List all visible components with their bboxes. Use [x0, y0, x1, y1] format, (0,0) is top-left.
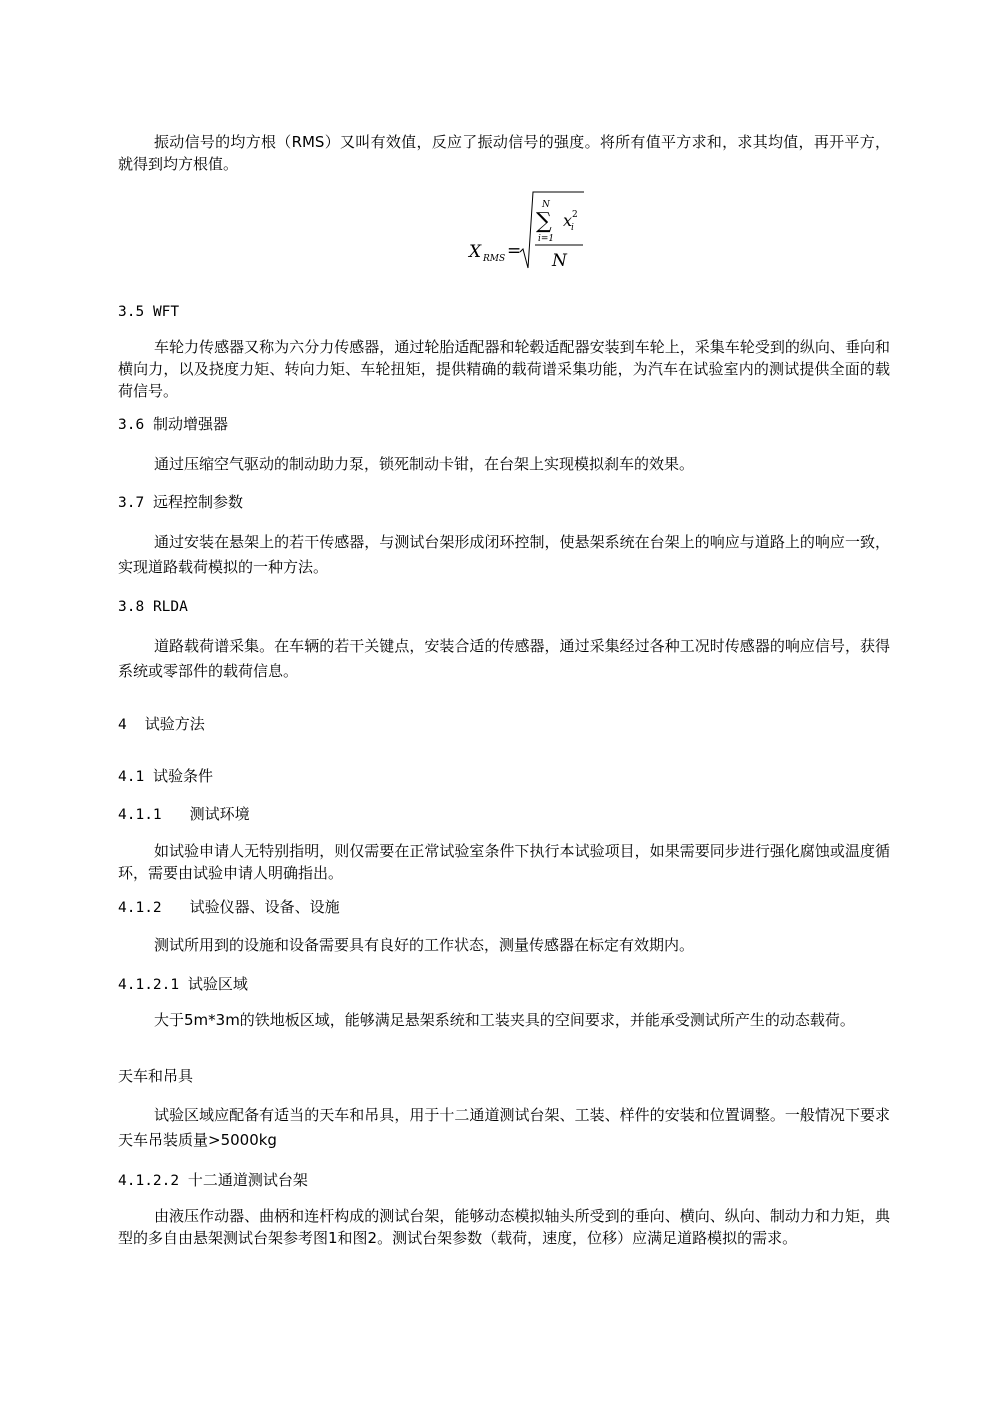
heading-3-6-number: 3.6: [118, 417, 145, 433]
heading-4-number: 4: [118, 717, 127, 733]
heading-4-1-number: 4.1: [118, 769, 145, 785]
heading-4-1-1-title: 测试环境: [189, 805, 250, 823]
heading-4-1-1: [118, 803, 890, 826]
heading-3-7-number: 3.7: [118, 495, 145, 511]
heading-3-8: [118, 596, 890, 618]
formula-term-base: x: [563, 211, 573, 230]
paragraph-crane: 试验区域应配备有适当的天车和吊具，用于十二通道测试台架、工装、样件的安装和位置调整。一般情况下要求天车吊装质量>5000kg: [118, 1106, 890, 1149]
heading-3-8-title: RLDA: [152, 599, 188, 615]
heading-3-5-title: WFT: [152, 304, 180, 320]
sum-upper-limit: N: [542, 200, 550, 210]
paragraph-3-7: 通过安装在悬架上的若干传感器，与测试台架形成闭环控制，使悬架系统在台架上的响应与道路上的响应一致，实现道路载荷模拟的一种方法。: [118, 533, 890, 576]
formula-term-sub: i: [571, 223, 574, 233]
heading-3-6: [118, 413, 890, 436]
rms-formula-svg: [467, 190, 587, 270]
heading-3-5-number: 3.5: [118, 304, 145, 320]
formula-equals: =: [507, 241, 522, 261]
heading-4-1-2-1-title: 试验区域: [187, 975, 248, 993]
heading-3-8-number: 3.8: [118, 599, 145, 615]
heading-4-1-2-1: [118, 973, 890, 996]
heading-4-1: [118, 765, 890, 788]
formula-lhs-main: X: [469, 242, 482, 262]
paragraph-4-1-2-2: 由液压作动器、曲柄和连杆构成的测试台架，能够动态模拟轴头所受到的垂向、横向、纵向、制动力和力矩，典型的多自由悬架测试台架参考图1和图2。测试台架参数（载荷，速度，位移）应满足道路模拟的需求。: [118, 1207, 890, 1247]
heading-4-1-2: [118, 896, 890, 919]
paragraph-3-5: 车轮力传感器又称为六分力传感器，通过轮胎适配器和轮毂适配器安装到车轮上，采集车轮受到的纵向、垂向和横向力，以及挠度力矩、转向力矩、车轮扭矩，提供精确的载荷谱采集功能，为汽车在试验室内的测试提供全面的载荷信号。: [118, 338, 890, 400]
heading-4-1-2-2-number: 4.1.2.2: [118, 1173, 180, 1189]
sum-lower-limit: i=1: [538, 234, 555, 244]
heading-4-1-title: 试验条件: [152, 767, 213, 785]
heading-3-7-title: 远程控制参数: [152, 493, 243, 511]
heading-4: [118, 713, 890, 736]
heading-3-7: [118, 491, 890, 514]
heading-3-6-title: 制动增强器: [152, 415, 228, 433]
formula-lhs-sub: RMS: [483, 254, 506, 264]
paragraph-4-1-2-1: 大于5m*3m的铁地板区域，能够满足悬架系统和工装夹具的空间要求，并能承受测试所产生的动态载荷。: [154, 1011, 855, 1029]
paragraph-4-1-1: 如试验申请人无特别指明，则仅需要在正常试验室条件下执行本试验项目，如果需要同步进行强化腐蚀或温度循环，需要由试验申请人明确指出。: [118, 842, 890, 882]
heading-4-1-2-2-title: 十二通道测试台架: [187, 1171, 308, 1189]
heading-4-1-1-number: 4.1.1: [118, 807, 162, 823]
heading-4-1-2-2: [118, 1169, 890, 1192]
paragraph-3-8: 道路载荷谱采集。在车辆的若干关键点，安装合适的传感器，通过采集经过各种工况时传感器的响应信号，获得系统或零部件的载荷信息。: [118, 637, 890, 680]
paragraph-4-1-2: 测试所用到的设施和设备需要具有良好的工作状态，测量传感器在标定有效期内。: [154, 936, 695, 954]
heading-4-1-2-title: 试验仪器、设备、设施: [189, 898, 340, 916]
heading-crane-title: 天车和吊具: [118, 1067, 194, 1085]
heading-crane: [118, 1065, 890, 1088]
heading-4-title: 试验方法: [144, 715, 205, 733]
paragraph-3-6: 通过压缩空气驱动的制动助力泵，锁死制动卡钳，在台架上实现模拟刹车的效果。: [154, 455, 695, 473]
heading-4-1-2-number: 4.1.2: [118, 900, 162, 916]
sum-sign: ∑: [536, 209, 552, 234]
paragraph-rms: 振动信号的均方根（RMS）又叫有效值，反应了振动信号的强度。将所有值平方求和，求其均值，再开平方，就得到均方根值。: [118, 133, 890, 173]
heading-4-1-2-1-number: 4.1.2.1: [118, 977, 180, 993]
heading-3-5: [118, 301, 890, 323]
rms-formula: [467, 190, 587, 270]
formula-term-sup: 2: [572, 210, 578, 220]
formula-denominator: N: [552, 251, 567, 270]
